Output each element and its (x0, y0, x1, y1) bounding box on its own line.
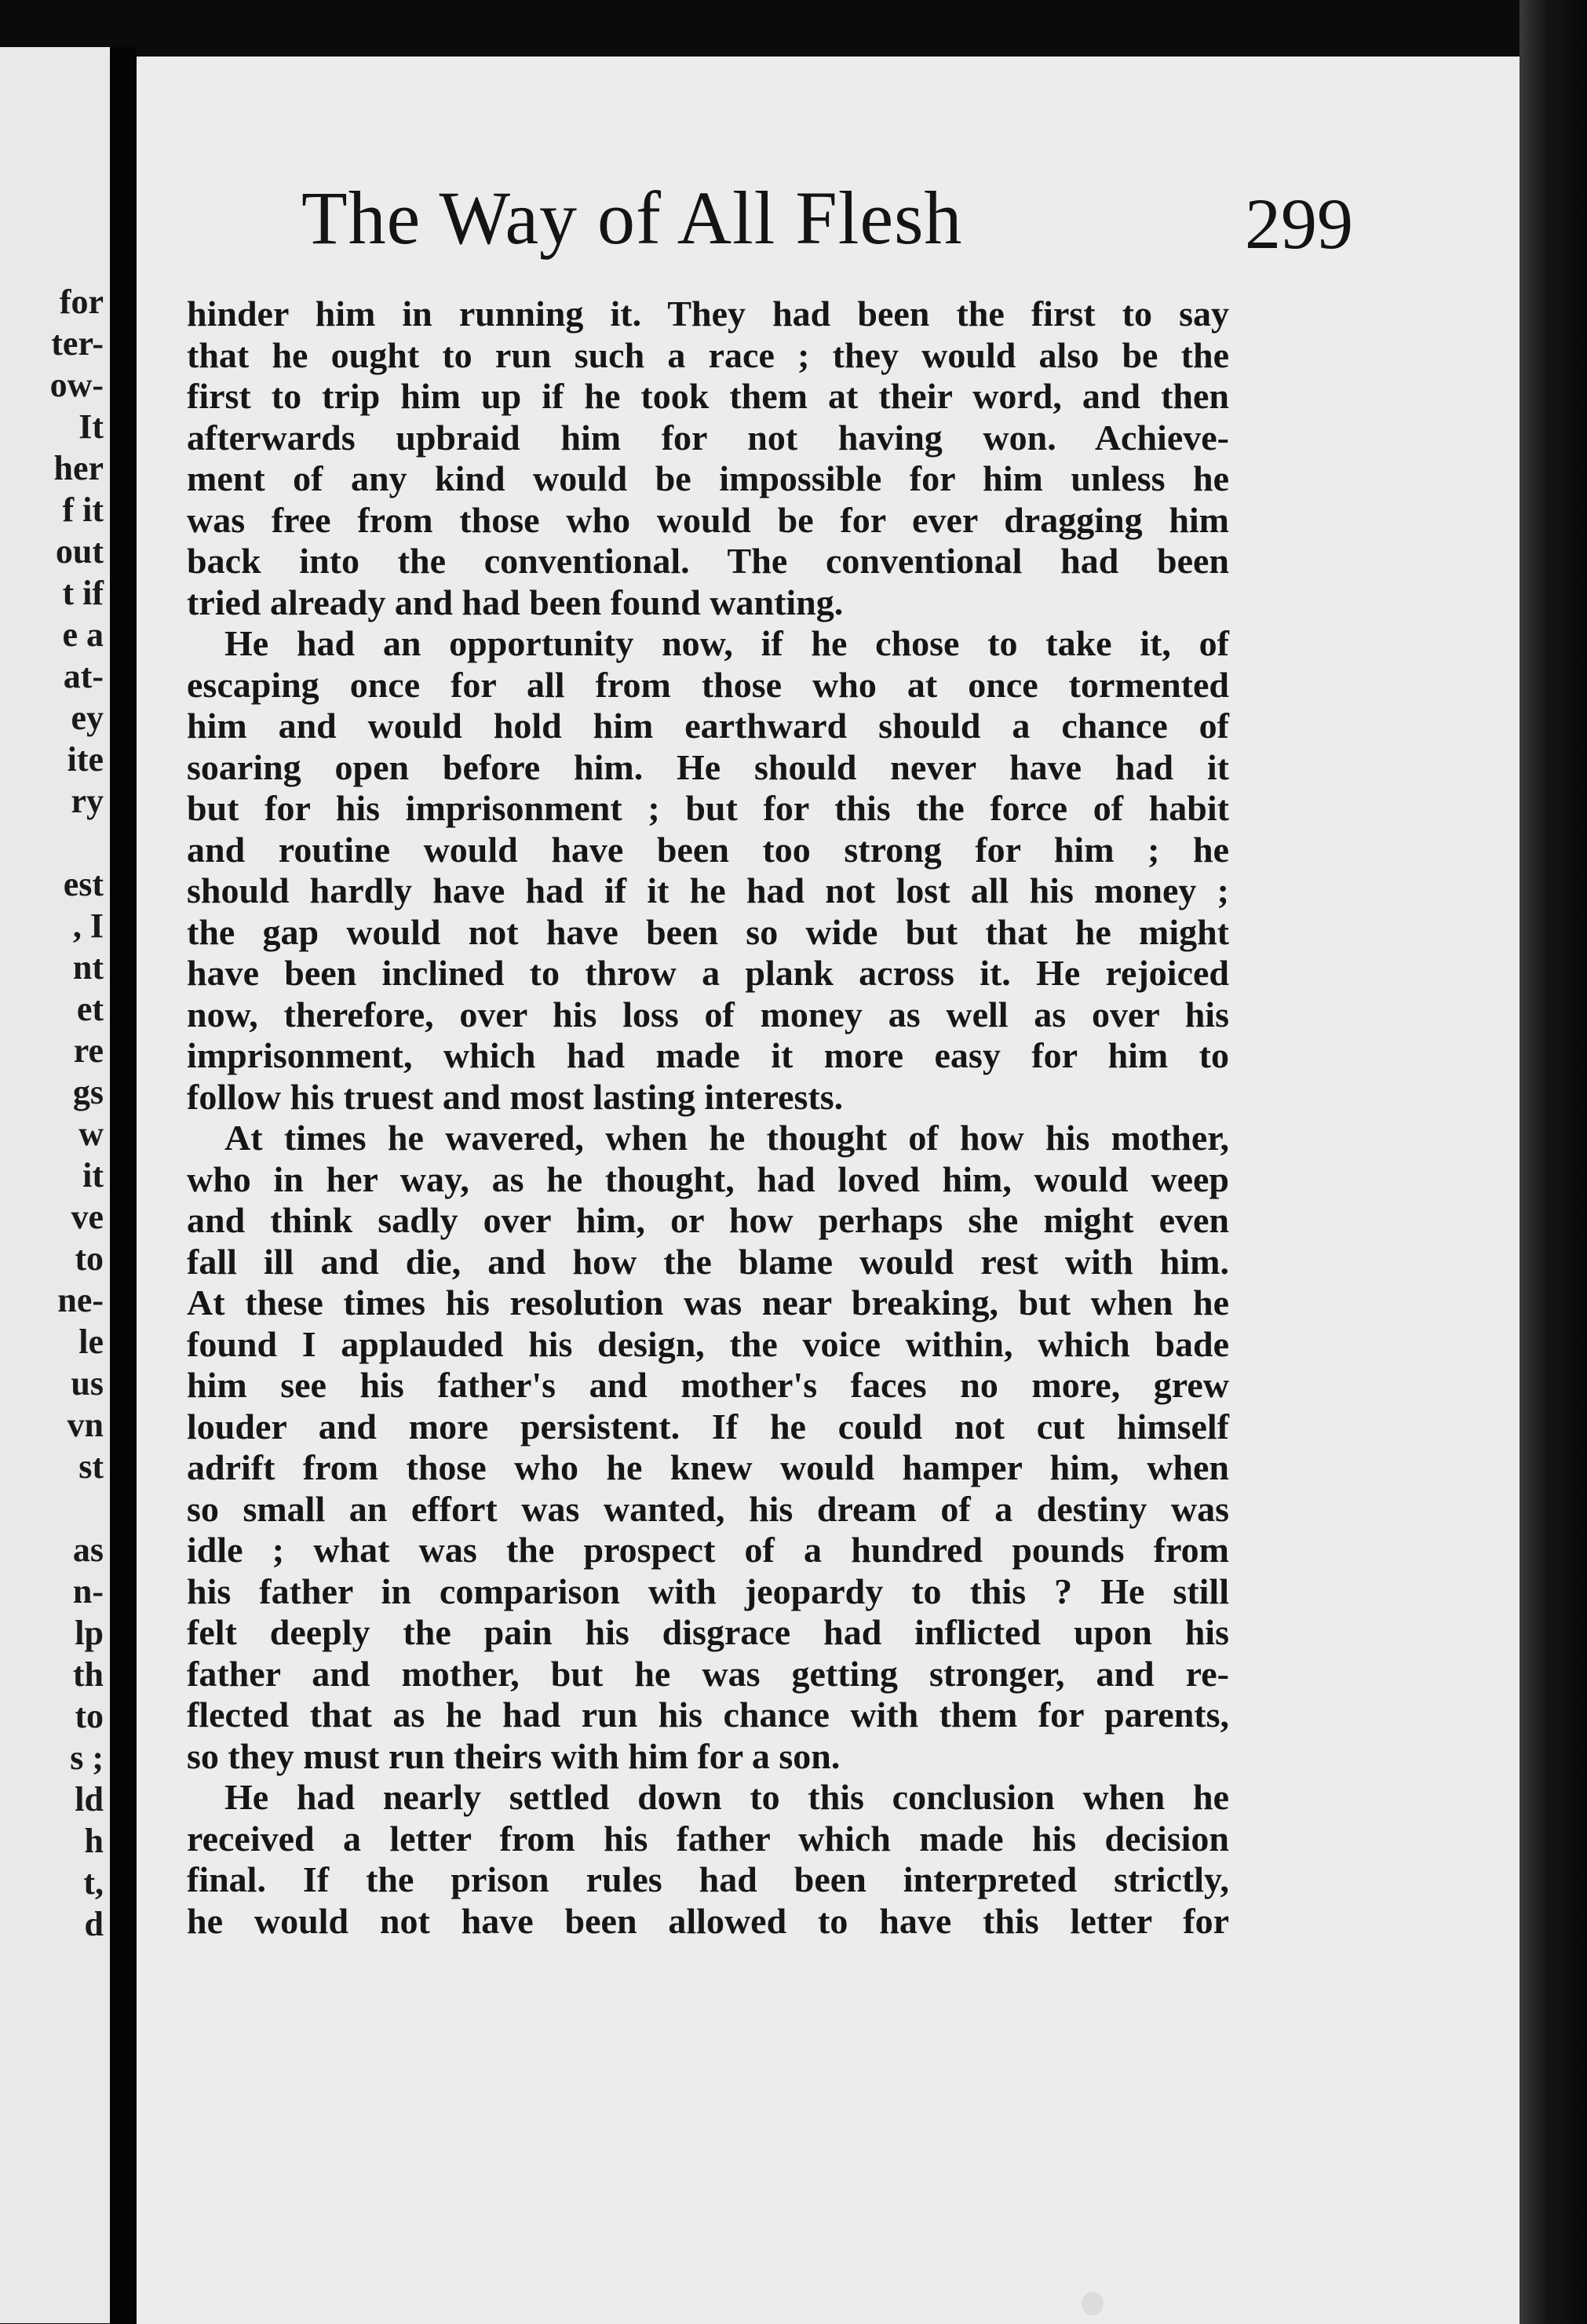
previous-page-line: us (71, 1364, 104, 1403)
previous-page-line: it (82, 1156, 104, 1195)
text-line: and think sadly over him, or how perhaps she might even (187, 1200, 1229, 1240)
text-line: now, therefore, over his loss of money as well as over his (187, 994, 1229, 1034)
previous-page-line: nt (72, 948, 104, 987)
text-line: so small an effort was wanted, his dream of a destiny was (187, 1488, 1229, 1529)
paragraph (187, 1777, 1229, 1942)
text-line: so they must run theirs with him for a son. (187, 1735, 841, 1776)
text-line: At these times his resolution was near breaking, but when he (187, 1282, 1229, 1323)
text-line: afterwards upbraid him for not having won. Achieve- (187, 417, 1229, 458)
text-line: fall ill and die, and how the blame would rest with him. (187, 1241, 1229, 1282)
previous-page-line: ter- (51, 324, 104, 363)
previous-page-line: ne- (57, 1281, 104, 1319)
text-line: He had an opportunity now, if he chose to take it, of (224, 623, 1229, 663)
previous-page-line: t, (83, 1863, 104, 1902)
previous-page-line: ow- (49, 366, 104, 404)
previous-page-line: to (75, 1697, 104, 1735)
previous-page-line: ry (71, 782, 104, 820)
book-gutter (110, 47, 137, 2324)
text-line: him see his father's and mother's faces no more, grew (187, 1365, 1229, 1405)
paragraph (187, 1118, 1229, 1777)
text-line: hinder him in running it. They had been the first to say (187, 294, 1229, 334)
text-line: first to trip him up if he took them at their word, and then (187, 376, 1229, 416)
text-line: tried already and had been found wanting. (187, 582, 844, 622)
previous-page-line: ey (71, 699, 104, 737)
previous-page-line: ite (67, 740, 104, 779)
previous-page-line: f it (62, 491, 104, 529)
previous-page-line: le (78, 1323, 104, 1361)
text-line: received a letter from his father which made his decision (187, 1818, 1229, 1859)
previous-page-line: to (75, 1239, 104, 1278)
text-line: idle ; what was the prospect of a hundred pounds from (187, 1530, 1229, 1570)
previous-page-line: st (78, 1447, 104, 1486)
text-line: and routine would have been too strong for him ; he (187, 829, 1229, 870)
previous-page-line: d (84, 1905, 104, 1943)
text-line: him and would hold him earthward should a chance of (187, 706, 1229, 746)
page-number: 299 (1245, 184, 1353, 264)
text-line: louder and more persistent. If he could not cut himself (187, 1406, 1229, 1447)
text-line: his father in comparison with jeopardy to this ? He still (187, 1571, 1229, 1611)
text-line: follow his truest and most lasting interests. (187, 1076, 844, 1117)
previous-page-line: et (76, 990, 104, 1028)
text-line: found I applauded his design, the voice within, which bade (187, 1323, 1229, 1364)
previous-page-line: vn (67, 1406, 104, 1444)
text-line: but for his imprisonment ; but for this the force of habit (187, 788, 1229, 828)
text-line: who in her way, as he thought, had loved him, would weep (187, 1158, 1229, 1199)
text-line: back into the conventional. The conventional had been (187, 541, 1229, 581)
text-line: flected that as he had run his chance with them for parents, (187, 1695, 1229, 1735)
previous-page-line: e a (62, 615, 104, 654)
previous-page-line: out (55, 532, 104, 571)
previous-page-text-column (0, 281, 110, 1945)
previous-page-line: s ; (70, 1738, 104, 1777)
text-line: the gap would not have been so wide but that he might (187, 911, 1229, 952)
text-line: escaping once for all from those who at once tormented (187, 664, 1229, 705)
previous-page-line: t if (62, 574, 104, 612)
page-edge-shadow (1520, 0, 1587, 2324)
text-line: should hardly have had if it he had not lost all his money ; (187, 870, 1229, 910)
previous-page-line: w (78, 1115, 104, 1153)
running-head (301, 174, 1353, 268)
paragraph (187, 294, 1229, 623)
previous-page-line: gs (72, 1073, 104, 1111)
scan-smudge (1082, 2292, 1104, 2315)
book-page (137, 57, 1520, 2324)
text-line: felt deeply the pain his disgrace had inflicted upon his (187, 1612, 1229, 1652)
text-line: imprisonment, which had made it more easy for him to (187, 1035, 1229, 1075)
text-line: he would not have been allowed to have this letter for (187, 1900, 1229, 1941)
text-line: was free from those who would be for ever dragging him (187, 499, 1229, 540)
body-text (187, 294, 1229, 1942)
text-line: father and mother, but he was getting stronger, and re- (187, 1653, 1229, 1694)
previous-page-line (0, 822, 110, 863)
previous-page-line: her (53, 449, 104, 487)
previous-page-line: n- (72, 1572, 104, 1611)
paragraph (187, 623, 1229, 1118)
previous-page-line: as (72, 1530, 104, 1569)
text-line: ment of any kind would be impossible for him unless he (187, 458, 1229, 498)
text-line: soaring open before him. He should never have had it (187, 746, 1229, 787)
text-line: have been inclined to throw a plank across it. He rejoiced (187, 953, 1229, 993)
previous-page-line (0, 1487, 110, 1529)
text-line: He had nearly settled down to this conclusion when he (224, 1777, 1229, 1817)
previous-page-fragment (0, 47, 110, 2323)
previous-page-line: It (78, 407, 104, 446)
previous-page-line: re (73, 1031, 104, 1070)
text-line: final. If the prison rules had been interpreted strictly, (187, 1859, 1229, 1899)
text-line: At times he wavered, when he thought of how his mother, (224, 1118, 1229, 1158)
previous-page-line: for (59, 283, 104, 321)
previous-page-line: est (63, 865, 104, 903)
previous-page-line: th (72, 1655, 104, 1694)
previous-page-line: , I (72, 907, 104, 945)
previous-page-line: h (84, 1822, 104, 1860)
previous-page-line: ld (75, 1780, 104, 1819)
previous-page-line: lp (75, 1614, 104, 1652)
text-line: adrift from those who he knew would hamper him, when (187, 1447, 1229, 1487)
previous-page-line: ve (71, 1198, 104, 1236)
previous-page-line: at- (63, 657, 104, 695)
running-title: The Way of All Flesh (301, 176, 963, 260)
text-line: that he ought to run such a race ; they would also be the (187, 334, 1229, 375)
